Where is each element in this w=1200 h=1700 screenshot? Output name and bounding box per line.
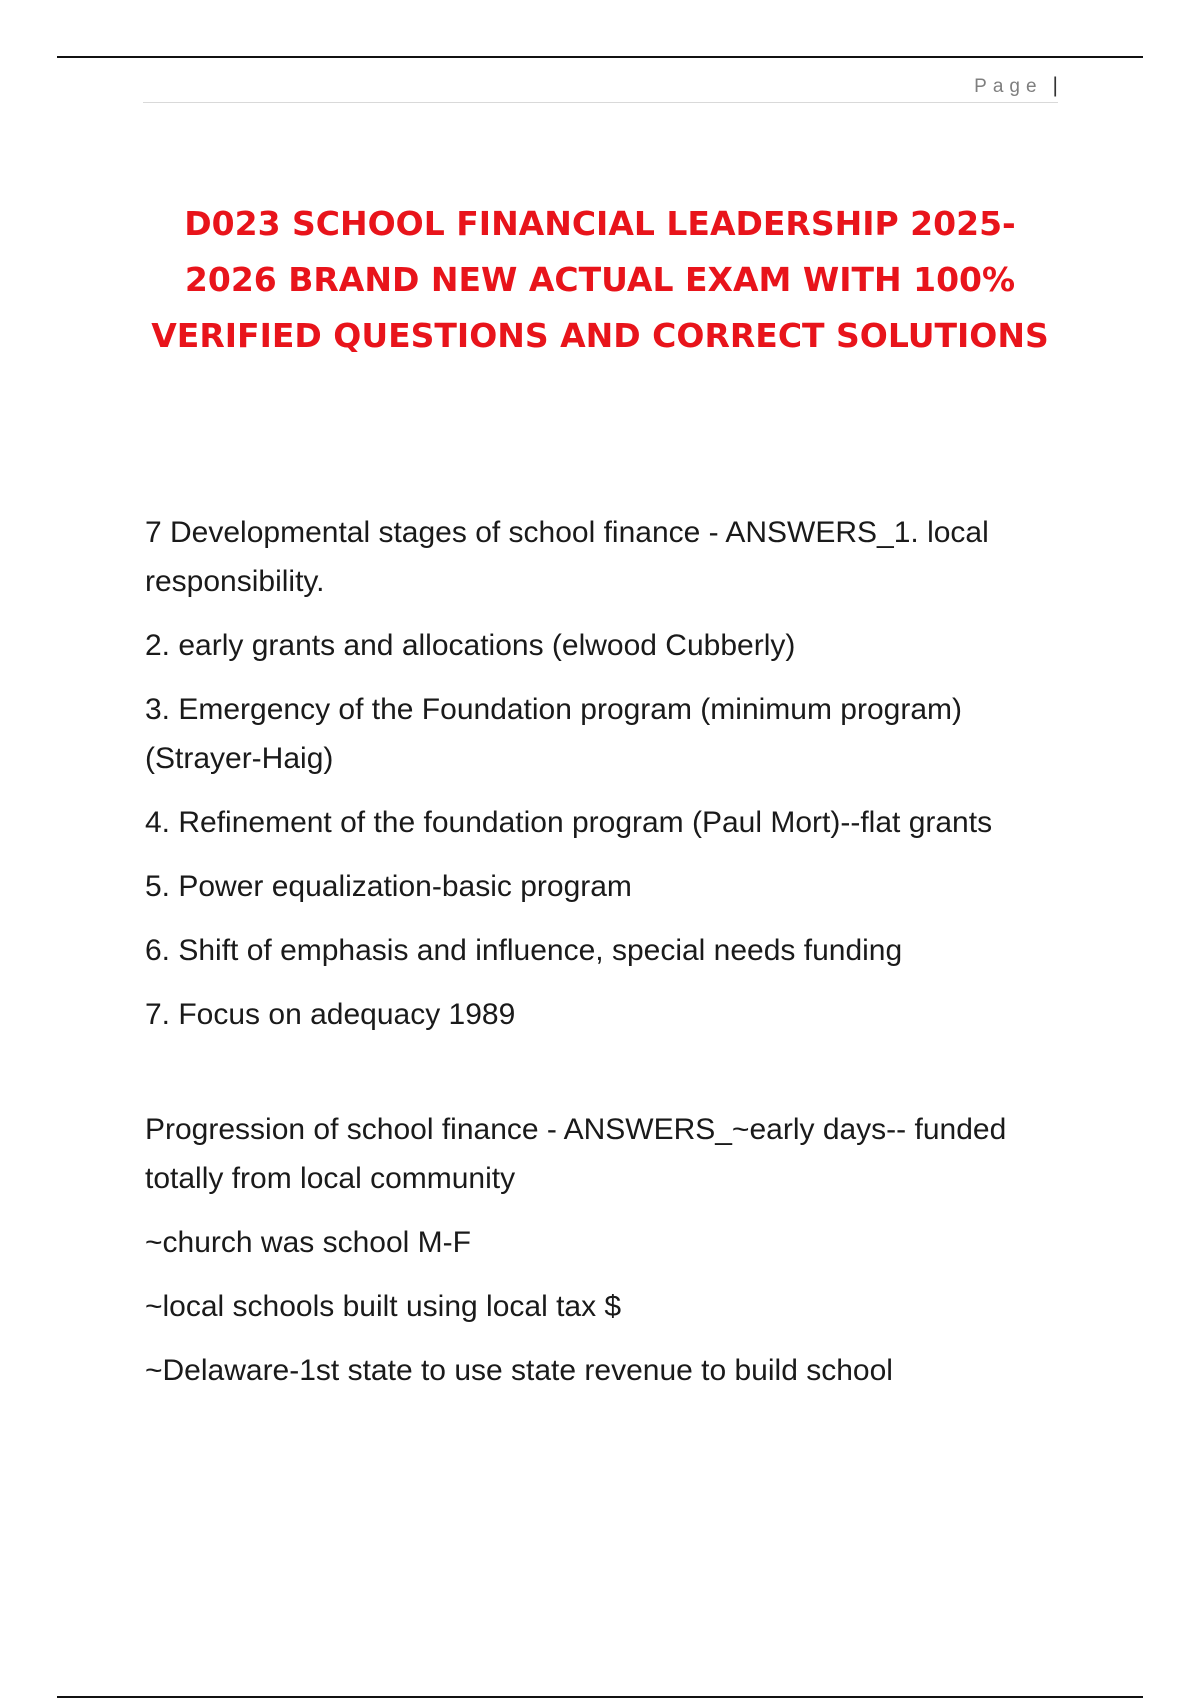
question-block-stages (145, 508, 1075, 1039)
bottom-rule (57, 1696, 1143, 1698)
answer-paragraph: ~church was school M-F (145, 1226, 471, 1259)
answer-paragraph: ~Delaware-1st state to use state revenue to build school (145, 1354, 893, 1387)
answer-paragraph: 7. Focus on adequacy 1989 (145, 998, 516, 1031)
question-block-progression (145, 1105, 1075, 1395)
page-header (143, 72, 1058, 103)
document-body (145, 508, 1075, 1410)
answer-paragraph: 2. early grants and allocations (elwood Cubberly) (145, 629, 796, 662)
answer-paragraph: 5. Power equalization-basic program (145, 870, 632, 903)
top-rule (57, 56, 1143, 58)
answer-paragraph: 6. Shift of emphasis and influence, special needs funding (145, 934, 903, 967)
document-title: D023 SCHOOL FINANCIAL LEADERSHIP 2025-2026 BRAND NEW ACTUAL EXAM WITH 100% VERIFIED QUESTIONS AND CORRECT SOLUTIONS (151, 204, 1049, 355)
answer-paragraph: Progression of school finance - ANSWERS_~early days-- funded totally from local community (145, 1113, 1007, 1195)
answer-paragraph: 4. Refinement of the foundation program (Paul Mort)--flat grants (145, 806, 993, 839)
answer-paragraph: ~local schools built using local tax $ (145, 1290, 622, 1323)
answer-paragraph: 3. Emergency of the Foundation program (minimum program) (Strayer-Haig) (145, 693, 963, 775)
page-label: Page (974, 76, 1043, 97)
page-number-separator: | (1052, 74, 1058, 97)
answer-paragraph: 7 Developmental stages of school finance - ANSWERS_1. local responsibility. (145, 516, 989, 598)
